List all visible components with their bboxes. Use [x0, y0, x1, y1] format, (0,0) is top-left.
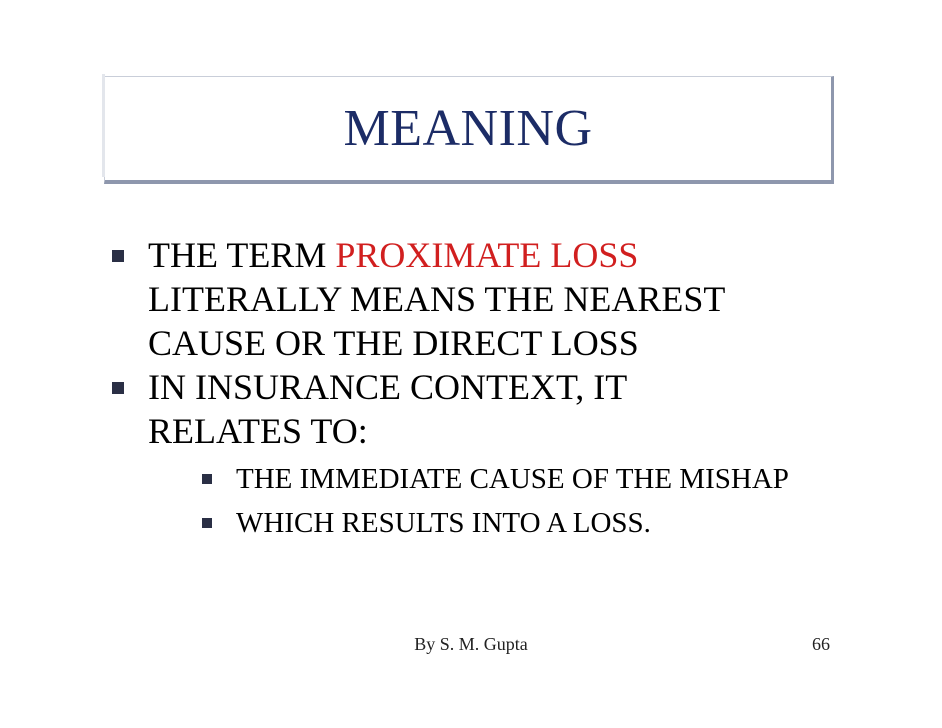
bullet-1-rest: LITERALLY MEANS THE NEAREST CAUSE OR THE DIRECT LOSS [148, 279, 725, 363]
square-bullet-icon [112, 382, 124, 394]
square-bullet-icon [112, 250, 124, 262]
bullet-2-text: IN INSURANCE CONTEXT, IT RELATES TO: [148, 367, 627, 451]
bullet-item-2 [104, 365, 844, 545]
sub-bullet-item-2 [196, 501, 844, 545]
title-frame [104, 76, 834, 184]
square-bullet-icon [202, 518, 212, 528]
sub-bullet-item-1 [196, 457, 844, 501]
bullet-list [104, 233, 844, 545]
slide-title: MEANING [343, 100, 593, 157]
bullet-1-lead: THE TERM [148, 235, 336, 275]
footer-author: By S. M. Gupta [414, 634, 528, 654]
page-number: 66 [812, 634, 830, 654]
bullet-item-1 [104, 233, 844, 365]
sub-bullet-list [148, 457, 844, 545]
sub-bullet-1-text: THE IMMEDIATE CAUSE OF THE MISHAP [236, 463, 789, 495]
sub-bullet-2-text: WHICH RESULTS INTO A LOSS. [236, 507, 651, 539]
square-bullet-icon [202, 474, 212, 484]
bullet-1-highlight: PROXIMATE LOSS [335, 235, 639, 275]
